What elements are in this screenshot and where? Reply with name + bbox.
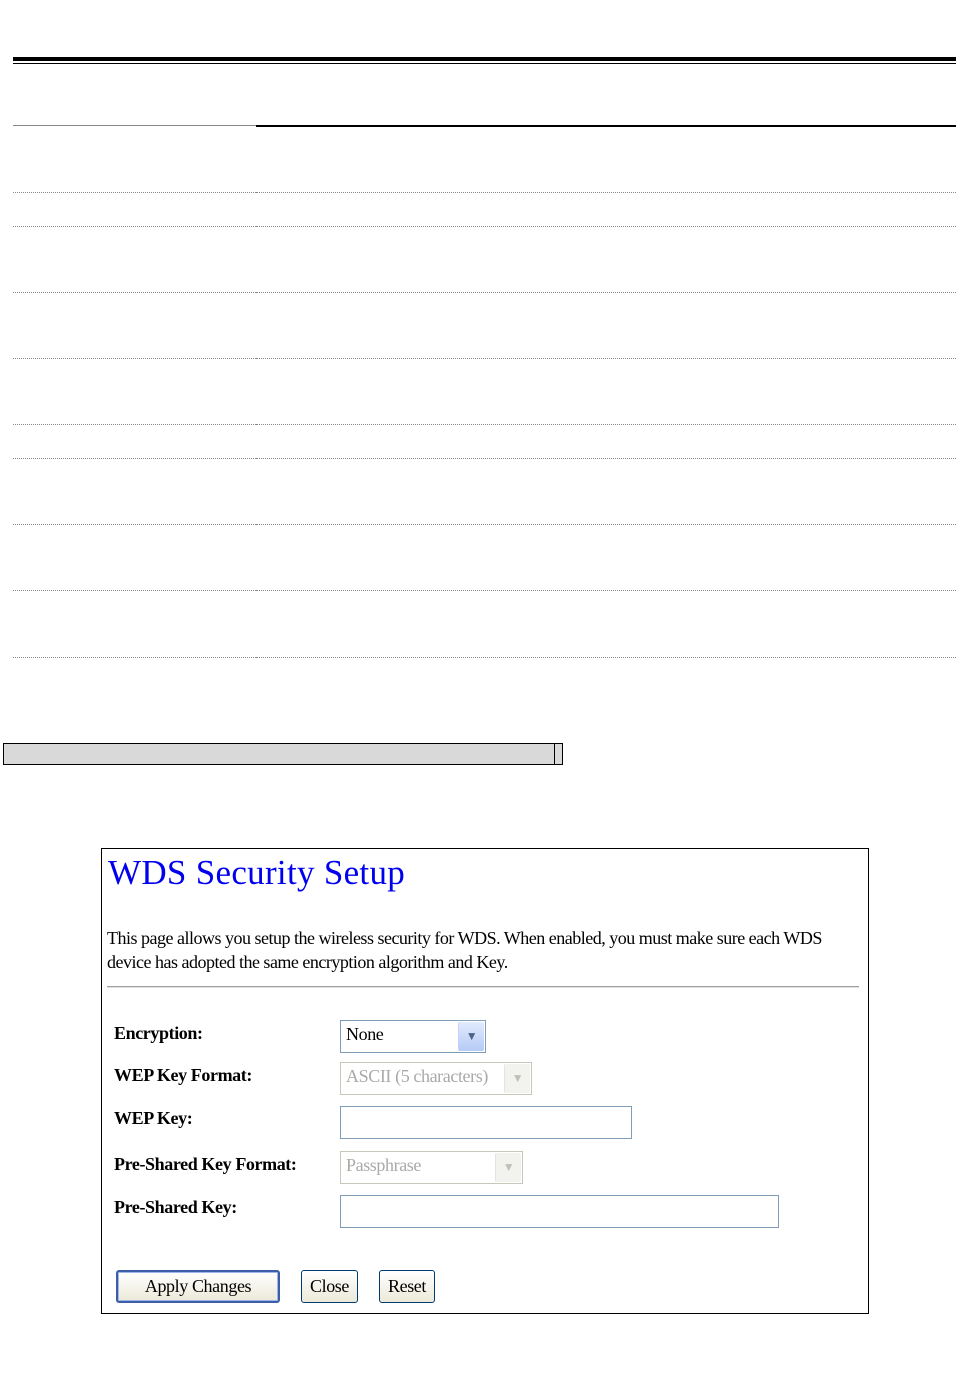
grey-bar [3,743,563,765]
table-row-line [13,458,256,459]
wep-key-input[interactable] [340,1106,632,1139]
psk-input[interactable] [340,1195,779,1228]
table-header-line [256,125,956,127]
table-row-line [13,590,256,591]
close-button[interactable]: Close [301,1270,358,1303]
chevron-down-icon[interactable]: ▼ [504,1064,530,1093]
table-row-line [13,226,256,227]
wep-key-format-value: ASCII (5 characters) [346,1066,488,1086]
chevron-down-icon[interactable]: ▼ [458,1022,484,1051]
apply-changes-button[interactable]: Apply Changes [116,1270,280,1303]
table-row-line [256,590,956,591]
table-row-line [13,424,256,425]
divider [107,986,859,988]
table-row-line [256,657,956,658]
table-row-line [13,292,256,293]
encryption-select[interactable] [340,1020,486,1053]
psk-format-label: Pre-Shared Key Format: [114,1154,297,1174]
table-row-line [13,192,256,193]
table-header-line [13,125,256,126]
psk-format-select[interactable] [340,1151,523,1184]
psk-format-value: Passphrase [346,1155,421,1175]
page-description: This page allows you setup the wireless security for WDS. When enabled, you must make sure each WDS device has adopted the same encryption algorithm and Key. [107,928,822,972]
table-row-line [256,226,956,227]
wep-key-format-select[interactable] [340,1062,532,1095]
top-rule [13,57,956,61]
encryption-value: None [346,1024,384,1044]
table-row-line [13,524,256,525]
top-rule-thin [13,63,956,64]
grey-bar-divider [554,744,555,764]
table-row-line [256,192,956,193]
table-row-line [13,358,256,359]
wep-key-format-label: WEP Key Format: [114,1065,252,1085]
page-title: WDS Security Setup [108,853,406,892]
reset-button[interactable]: Reset [379,1270,435,1303]
wds-security-panel [101,848,869,1314]
table-row-line [13,657,256,658]
table-row-line [256,524,956,525]
wep-key-label: WEP Key: [114,1108,193,1128]
table-row-line [256,424,956,425]
table-row-line [256,292,956,293]
encryption-label: Encryption: [114,1023,203,1043]
table-row-line [256,358,956,359]
chevron-down-icon[interactable]: ▼ [495,1153,521,1182]
psk-label: Pre-Shared Key: [114,1197,237,1217]
table-row-line [256,458,956,459]
